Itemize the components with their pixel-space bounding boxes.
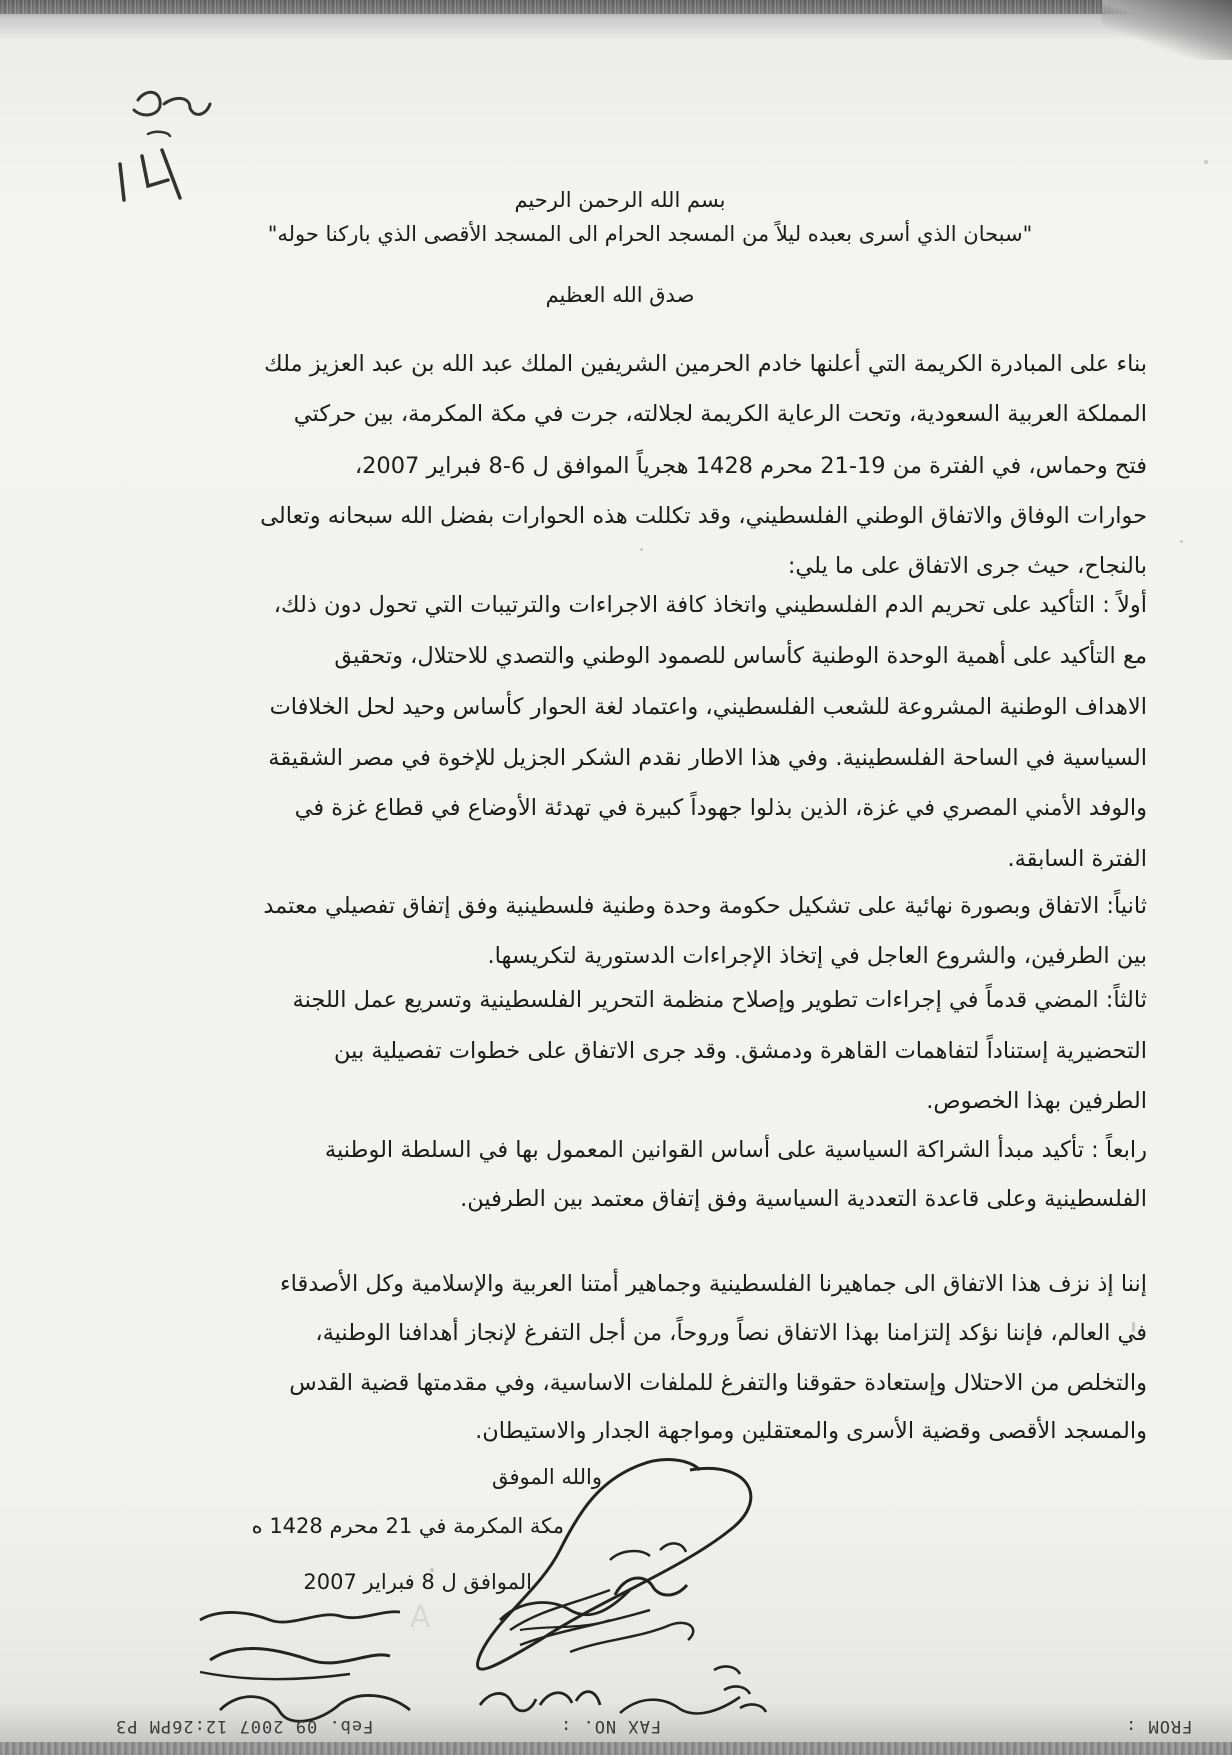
faint-stamp-mark: A xyxy=(410,1600,431,1635)
scan-speck xyxy=(1180,540,1183,543)
fax-from-label: FROM : xyxy=(1124,1716,1192,1736)
folded-corner xyxy=(1102,0,1232,60)
body-line: الفلسطينية وعلى قاعدة التعددية السياسية وفق إتفاق معتمد بين الطرفين. xyxy=(460,1186,1147,1212)
body-line: حوارات الوفاق والاتفاق الوطني الفلسطيني، وقد تكللت هذه الحوارات بفضل الله سبحانه وتعالى xyxy=(260,503,1147,529)
fax-bottom-edge xyxy=(0,1742,1232,1755)
body-line: الطرفين بهذا الخصوص. xyxy=(926,1088,1147,1114)
body-line: مع التأكيد على أهمية الوحدة الوطنية كأساس للصمود الوطني والتصدي للاحتلال، وتحقيق xyxy=(334,643,1147,669)
body-line: الفترة السابقة. xyxy=(1007,846,1147,872)
scan-top-edge xyxy=(0,0,1232,14)
scan-speck xyxy=(1204,160,1208,164)
fax-footer xyxy=(0,1712,1232,1742)
fax-number-label: FAX NO. : xyxy=(560,1716,662,1736)
body-line: المملكة العربية السعودية، وتحت الرعاية الكريمة لجلالته، جرت في مكة المكرمة، بين حركتي xyxy=(293,401,1147,427)
body-line: السياسية في الساحة الفلسطينية. وفي هذا الاطار نقدم الشكر الجزيل للإخوة في مصر الشقيقة xyxy=(268,745,1147,771)
basmala: بسم الله الرحمن الرحيم xyxy=(514,188,726,212)
scan-speck xyxy=(640,548,643,551)
body-line: إننا إذ نزف هذا الاتفاق الى جماهيرنا الفلسطينية وجماهير أمتنا العربية والإسلامية وكل الأصدقاء xyxy=(280,1271,1147,1297)
body-line: الاهداف الوطنية المشروعة للشعب الفلسطيني، واعتماد لغة الحوار كأساس وحيد لحل الخلافات xyxy=(269,694,1147,720)
body-line: بالنجاح، حيث جرى الاتفاق على ما يلي: xyxy=(787,553,1147,579)
closing-allah-muwaffiq: والله الموفق xyxy=(491,1465,602,1489)
handwritten-margin-note xyxy=(90,60,230,210)
handwritten-mark xyxy=(480,1570,640,1640)
body-line: والوفد الأمني المصري في غزة، الذين بذلوا جهوداً كبيرة في تهدئة الأوضاع في قطاع غزة في xyxy=(294,795,1147,821)
body-line: بناء على المبادرة الكريمة التي أعلنها خادم الحرمين الشريفين الملك عبد الله بن عبد العزيز ملك xyxy=(264,351,1147,377)
body-line: ثانياً: الاتفاق وبصورة نهائية على تشكيل حكومة وحدة وطنية فلسطينية وفق إتفاق تفصيلي معتمد xyxy=(263,893,1147,919)
body-line: أولاً : التأكيد على تحريم الدم الفلسطيني واتخاذ كافة الاجراءات والترتيبات التي تحول دون ذلك، xyxy=(273,592,1147,618)
fax-timestamp: Feb. 09 2007 12:26PM P3 xyxy=(115,1716,374,1736)
body-line: رابعاً : تأكيد مبدأ الشراكة السياسية على أساس القوانين المعمول بها في السلطة الوطنية xyxy=(324,1137,1147,1163)
body-line: في العالم، فإننا نؤكد إلتزامنا بهذا الاتفاق نصاً وروحاً، من أجل التفرغ لإنجاز أهدافنا الوطنية، xyxy=(315,1320,1147,1346)
body-line: والمسجد الأقصى وقضية الأسرى والمعتقلين ومواجهة الجدار والاستيطان. xyxy=(475,1418,1147,1444)
body-line: ثالثاً: المضي قدماً في إجراءات تطوير وإصلاح منظمة التحرير الفلسطينية وتسريع عمل اللجنة xyxy=(292,987,1147,1013)
handwritten-date-mark xyxy=(700,1650,780,1720)
body-line: بين الطرفين، والشروع العاجل في إتخاذ الإجراءات الدستورية لتكريسها. xyxy=(487,943,1147,969)
quran-verse: "سبحان الذي أسرى بعبده ليلاً من المسجد الحرام الى المسجد الأقصى الذي باركنا حوله" xyxy=(267,222,1033,246)
body-line: فتح وحماس، في الفترة من 19-21 محرم 1428 هجرياً الموافق ل 6-8 فبراير 2007، xyxy=(354,453,1147,479)
closing-place-date: مكة المكرمة في 21 محرم 1428 ه xyxy=(251,1514,564,1538)
closing-gregorian-date: الموافق ل 8 فبراير 2007 xyxy=(303,1570,532,1594)
body-line: التحضيرية إستناداً لتفاهمات القاهرة ودمشق. وقد جرى الاتفاق على خطوات تفصيلية بين xyxy=(334,1038,1147,1064)
sadaqa-allah: صدق الله العظيم xyxy=(545,283,695,307)
body-line: والتخلص من الاحتلال وإستعادة حقوقنا والتفرغ للملفات الاساسية، وفي مقدمتها قضية القدس xyxy=(289,1370,1147,1396)
